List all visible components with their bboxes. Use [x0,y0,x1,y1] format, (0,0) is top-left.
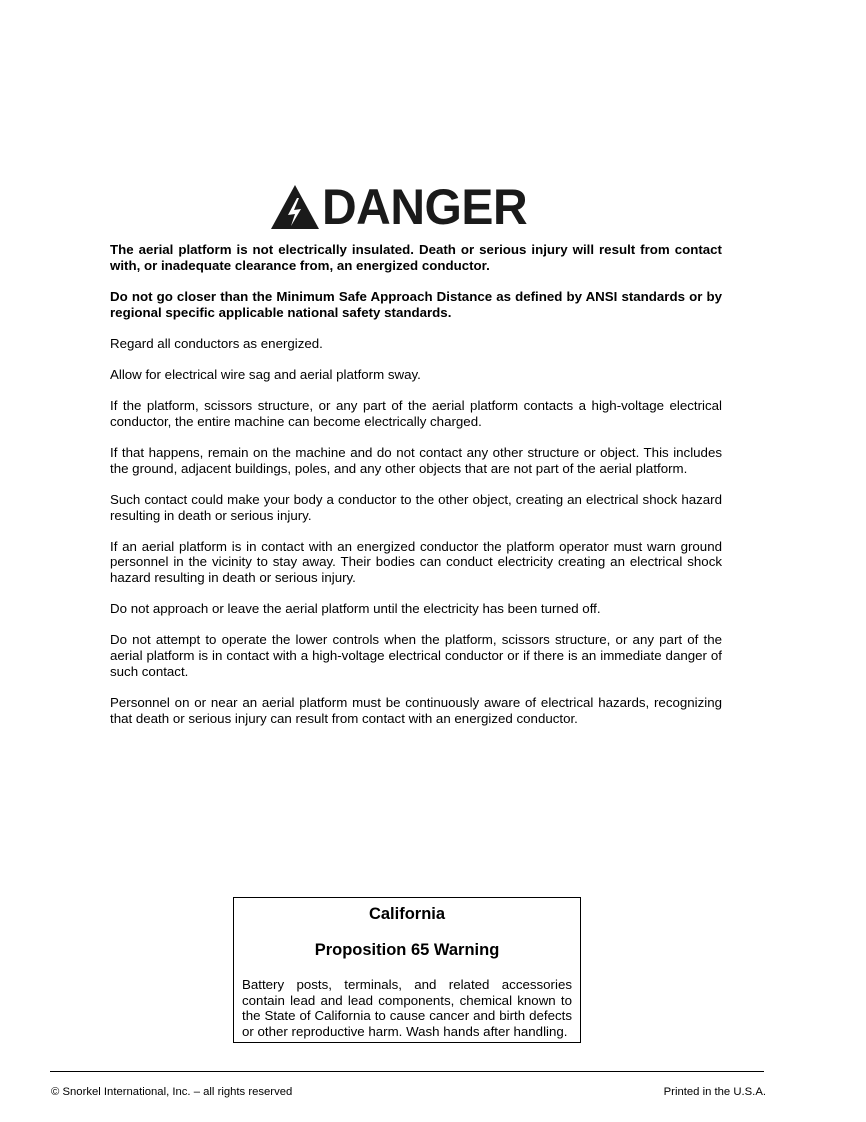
danger-title: DANGER [322,179,528,235]
footer-copyright: © Snorkel International, Inc. – all rights reserved [51,1086,293,1098]
instruction-body-conductor: Such contact could make your body a conductor to the other object, creating an electrical shock hazard resulting in death or serious injury. [110,491,722,523]
instruction-warn-ground-personnel: If an aerial platform is in contact with an energized conductor the platform operator must warn ground personnel in the vicinity to stay away. Their bodies can conduct electricity creating an electrical shock hazard resulting in death or serious injury. [110,538,722,586]
warning-not-insulated: The aerial platform is not electrically insulated. Death or serious injury will result from contact with, or inadequate clearance from, an energized conductor. [110,242,722,273]
prop65-title-proposition: Proposition 65 Warning [314,941,500,959]
instruction-be-aware: Personnel on or near an aerial platform must be continuously aware of electrical hazards, recognizing that death or serious injury can result from contact with an energized conductor. [110,695,722,726]
footer-printed-in: Printed in the U.S.A. [663,1086,766,1098]
instruction-machine-charged: If the platform, scissors structure, or any part of the aerial platform contacts a high-voltage electrical conductor, the entire machine can become electrically charged. [110,397,722,429]
prop65-title-california: California [368,905,446,923]
prop65-warning-box [233,897,581,1043]
footer-divider [50,1071,764,1072]
instruction-lower-controls: Do not attempt to operate the lower controls when the platform, scissors structure, or any part of the aerial platform is in contact with a high-voltage electrical conductor or if there is an immediate danger of such contact. [110,632,722,680]
electrical-hazard-triangle-icon [270,184,320,230]
danger-heading [270,179,536,235]
instruction-do-not-approach: Do not approach or leave the aerial platform until the electricity has been turned off. [110,601,601,617]
instruction-regard-energized: Regard all conductors as energized. [110,335,323,351]
safety-instructions [110,242,722,742]
instruction-remain-on-machine: If that happens, remain on the machine and do not contact any other structure or object. This includes the ground, adjacent buildings, poles, and any other objects that are not part of the aerial platform. [110,444,722,476]
warning-minimum-safe-distance: Do not go closer than the Minimum Safe Approach Distance as defined by ANSI standards or by regional specific applicable national safety standards. [110,288,722,320]
instruction-wire-sag: Allow for electrical wire sag and aerial platform sway. [110,366,421,382]
prop65-warning-text: Battery posts, terminals, and related accessories contain lead and lead components, chemical known to the State of California to cause cancer and birth defects or other reproductive harm. Wash hands after handling. [242,977,572,1040]
